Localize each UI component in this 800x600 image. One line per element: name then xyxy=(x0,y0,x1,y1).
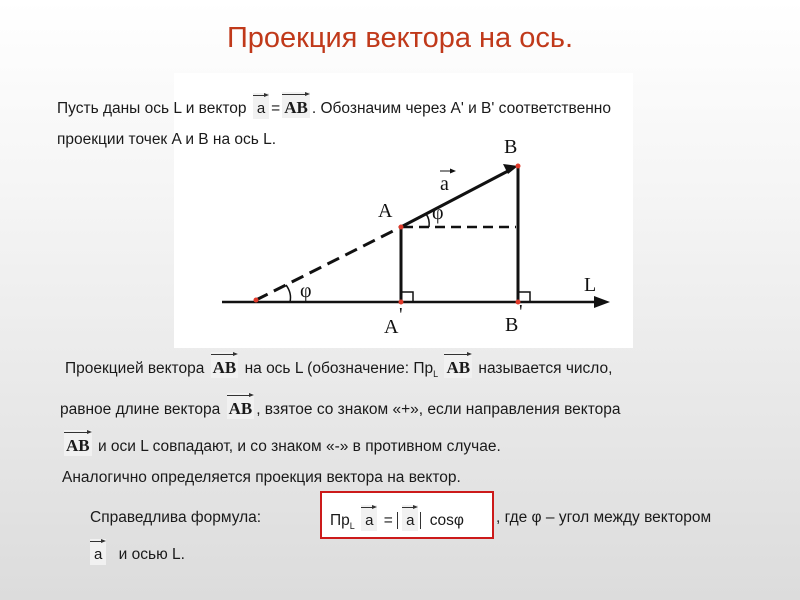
equals-sign: = xyxy=(271,100,281,117)
point-A xyxy=(399,225,404,230)
vector-AB xyxy=(444,352,472,378)
vector-arrow-icon xyxy=(90,539,106,545)
vector-arrow-icon xyxy=(402,505,418,511)
definition-line-2 xyxy=(60,393,621,420)
vector-a-letter: a xyxy=(256,100,266,117)
formula-pr: Пр xyxy=(330,512,350,529)
vector-a xyxy=(253,93,269,119)
formula-eq: = xyxy=(383,512,393,529)
vector-AB-letters: AB xyxy=(212,358,237,377)
abs-bar-right xyxy=(420,512,421,529)
intro-text-a: Пусть даны ось L и вектор xyxy=(57,100,247,117)
vector-AB-letters: AB xyxy=(446,358,471,377)
formula xyxy=(330,505,464,536)
label-B-prime-mark: ' xyxy=(519,301,523,323)
vector-arrow-icon xyxy=(282,92,310,98)
formula-tail: , где φ – угол между вектором xyxy=(496,509,712,526)
vector-arrow-icon xyxy=(211,352,239,358)
vector-arrow-icon xyxy=(227,393,255,399)
label-phi-origin: φ xyxy=(300,280,312,302)
intro-line-1 xyxy=(57,92,611,119)
definition-line-4: Аналогично определяется проекция вектора на вектор. xyxy=(62,469,461,486)
label-B: B xyxy=(504,136,518,158)
label-a-arrowhead xyxy=(450,169,456,174)
vector-a-abs xyxy=(402,505,418,531)
label-A-prime: A xyxy=(384,316,399,338)
vector-AB xyxy=(282,92,310,118)
slide-title: Проекция вектора на ось. xyxy=(226,22,574,54)
definition-text-f: и оси L совпадают, и со знаком «-» в противном случае. xyxy=(97,438,501,455)
vector-AB-letters: AB xyxy=(284,98,308,117)
vector-a-letter: a xyxy=(406,512,415,529)
vector-a-letter: a xyxy=(365,512,374,529)
definition-text-c: называется число, xyxy=(478,360,613,377)
point-B xyxy=(516,164,521,169)
definition-text-b: на ось L (обозначение: Пр xyxy=(244,360,434,377)
vector-a-letter: a xyxy=(94,546,103,563)
intro-text-b: . Обозначим через A' и B' соответственно xyxy=(311,100,611,117)
label-phi-A: φ xyxy=(432,202,444,224)
vector-arrow-icon xyxy=(444,352,472,358)
vector-AB xyxy=(64,430,92,456)
vector-AB xyxy=(401,171,508,227)
point-origin xyxy=(254,298,259,303)
vector-a xyxy=(361,505,377,531)
formula-lead: Справедлива формула: xyxy=(90,509,262,526)
vector-AB-letters: AB xyxy=(228,399,253,418)
axis-arrowhead xyxy=(594,296,610,308)
vector-AB xyxy=(211,352,239,378)
definition-text-a: Проекцией вектора xyxy=(65,360,205,377)
label-L: L xyxy=(584,274,597,296)
vector-arrow-icon xyxy=(64,430,92,436)
projection-subscript: L xyxy=(433,369,439,380)
vector-AB-letters: AB xyxy=(66,436,90,455)
label-B-prime: B xyxy=(505,314,519,336)
definition-line-1 xyxy=(65,352,612,384)
vector-a xyxy=(90,539,106,565)
definition-text-d: равное длине вектора xyxy=(60,401,221,418)
definition-line-3 xyxy=(62,430,501,457)
formula-subscript: L xyxy=(349,521,355,532)
abs-bar-left xyxy=(397,512,400,529)
angle-arc-origin xyxy=(286,285,291,302)
intro-line-2: проекции точек A и B на ось L. xyxy=(57,131,277,148)
label-A: A xyxy=(378,200,393,222)
vector-AB xyxy=(227,393,255,419)
vector-arrow-icon xyxy=(361,505,377,511)
angle-arc-A xyxy=(426,214,429,227)
vector-arrow-icon xyxy=(253,93,269,99)
formula-last-text: и осью L. xyxy=(118,546,185,563)
formula-last-line xyxy=(88,539,185,565)
label-a: a xyxy=(440,173,449,195)
dashed-extension xyxy=(256,227,401,300)
definition-text-e: , взятое со знаком «+», если направления вектора xyxy=(256,401,621,418)
label-A-prime-mark: ' xyxy=(399,304,403,326)
formula-cos: cosφ xyxy=(429,512,464,529)
